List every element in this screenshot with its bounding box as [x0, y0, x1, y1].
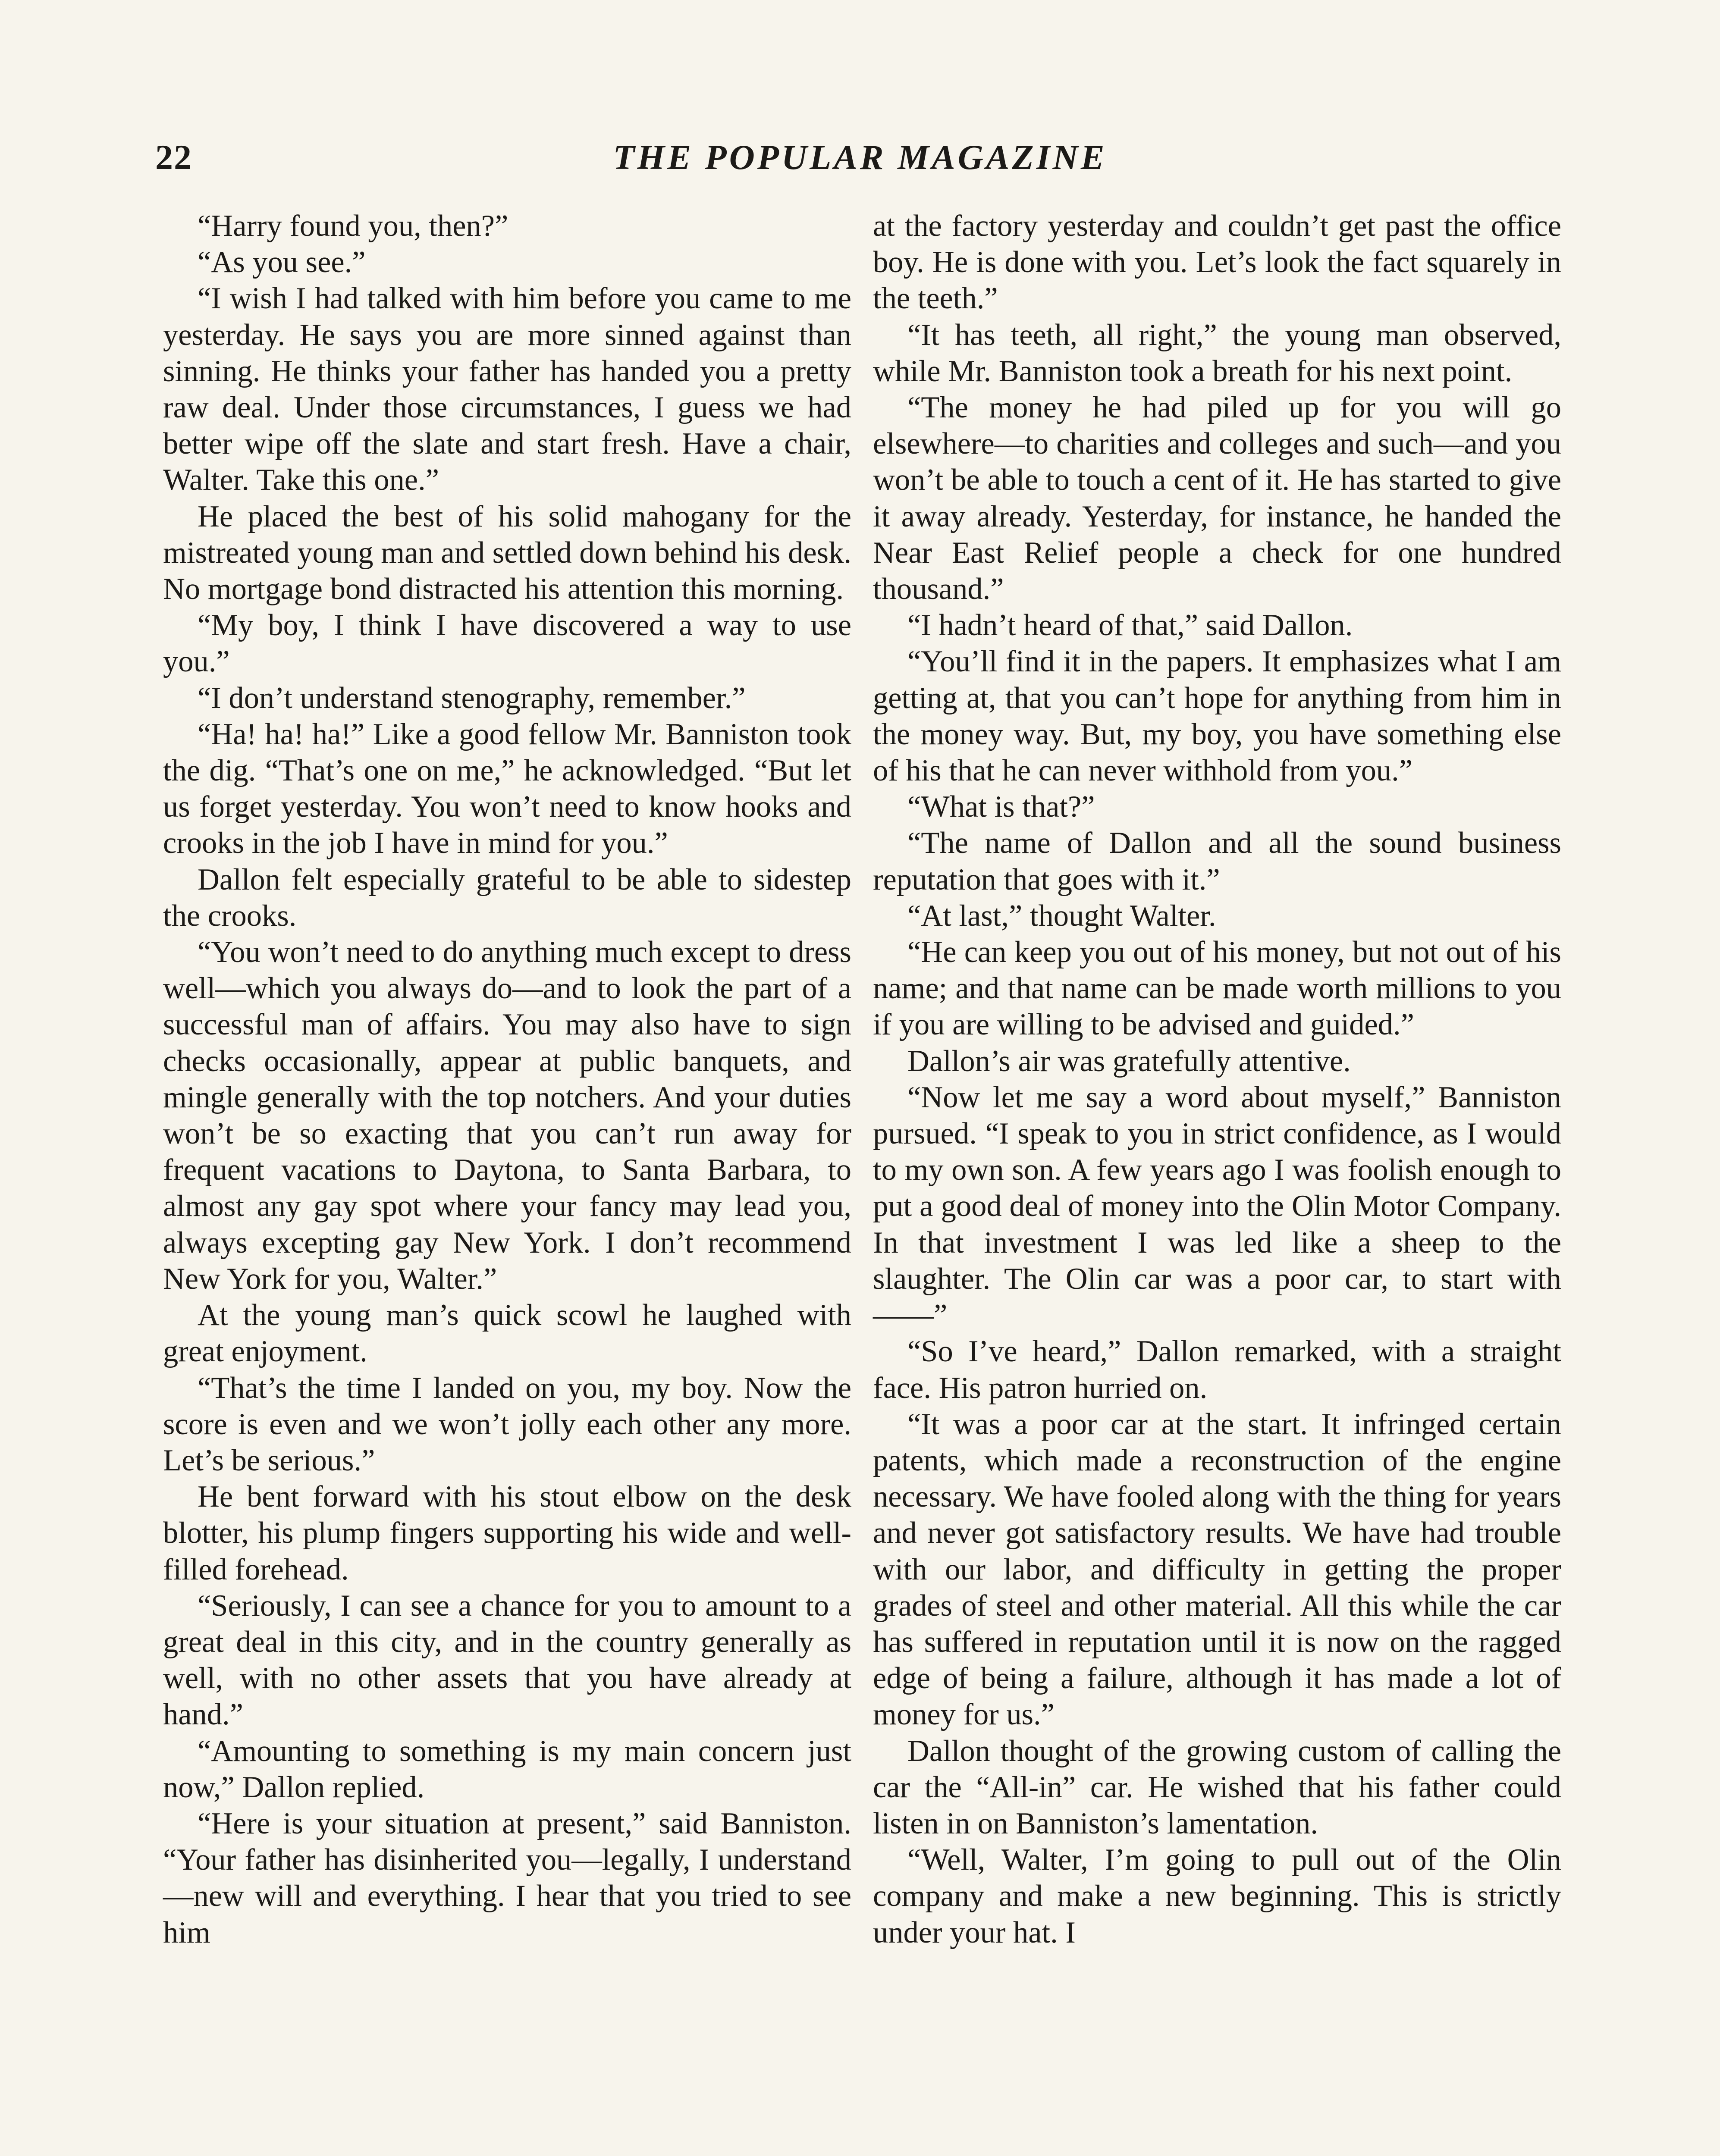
paragraph: “Well, Walter, I’m going to pull out of the Olin company and make a new beginning. This is strictly under your hat. I [873, 1843, 1561, 1949]
paragraph: Dallon’s air was gratefully attentive. [907, 1044, 1351, 1078]
paragraph: “The name of Dallon and all the sound business reputation that goes with it.” [873, 826, 1561, 896]
paragraph: “That’s the time I landed on you, my boy. Now the score is even and we won’t jolly each other any more. Let’s be serious.” [163, 1371, 851, 1477]
paragraph: “I wish I had talked with him before you came to me yesterday. He says you are more sinned against than sinning. He thinks your father has handed you a pretty raw deal. Under those circumstances, I guess we had better wipe off the slate and start fresh. Have a chair, Walter. Take this one.” [163, 282, 851, 497]
paragraph: “He can keep you out of his money, but not out of his name; and that name can be made worth millions to you if you are willing to be advised and guided.” [873, 935, 1561, 1042]
paragraph: “Harry found you, then?” [198, 209, 508, 243]
paragraph: He placed the best of his solid mahogany for the mistreated young man and settled down behind his desk. No mortgage bond distracted his attention this morning. [163, 499, 851, 606]
paragraph: “It has teeth, all right,” the young man observed, while Mr. Banniston took a breath for his next point. [873, 318, 1561, 388]
running-head: THE POPULAR MAGAZINE [613, 138, 1107, 177]
paragraph: “So I’ve heard,” Dallon remarked, with a straight face. His patron hurried on. [873, 1335, 1561, 1405]
paragraph: “You won’t need to do anything much except to dress well—which you always do—and to look the part of a successful man of affairs. You may also have to sign checks occasionally, appear at public banquets, and mingle generally with the top notchers. And your duties won’t be so exacting that you can’t run away for frequent vacations to Daytona, to Santa Barbara, to almost any gay spot where your fancy may lead you, always excepting gay New York. I don’t recommend New York for you, Walter.” [163, 935, 851, 1296]
paragraph: “Seriously, I can see a chance for you to amount to a great deal in this city, and in the country generally as well, with no other assets that you have already at hand.” [163, 1589, 851, 1732]
paragraph: “The money he had piled up for you will go elsewhere—to charities and colleges and such—and you won’t be able to touch a cent of it. He has started to give it away already. Yesterday, for instance, he handed the Near East Relief people a check for one hundred thousand.” [873, 391, 1561, 606]
left-column [163, 208, 851, 1951]
paragraph: “At last,” thought Walter. [907, 899, 1216, 933]
paragraph: “You’ll find it in the papers. It emphasizes what I am getting at, that you can’t hope for anything from him in the money way. But, my boy, you have something else of his that he can never withhold from you.” [873, 645, 1561, 788]
paragraph: “Ha! ha! ha!” Like a good fellow Mr. Banniston took the dig. “That’s one on me,” he acknowledged. “But let us forget yesterday. You won’t need to know hooks and crooks in the job I have in mind for you.” [163, 717, 851, 860]
paragraph: “As you see.” [198, 245, 366, 279]
paragraph: “Now let me say a word about myself,” Banniston pursued. “I speak to you in strict confidence, as I would to my own son. A few years ago I was foolish enough to put a good deal of money into the Olin Motor Company. In that investment I was led like a sheep to the slaughter. The Olin car was a poor car, to start with——” [873, 1080, 1561, 1332]
paragraph: “I don’t understand stenography, remember.” [198, 681, 746, 715]
paragraph: He bent forward with his stout elbow on the desk blotter, his plump fingers supporting his wide and well-filled forehead. [163, 1480, 851, 1586]
paragraph: At the young man’s quick scowl he laughed with great enjoyment. [163, 1298, 851, 1369]
paragraph: “My boy, I think I have discovered a way to use you.” [163, 608, 851, 679]
right-column [873, 208, 1561, 1951]
paragraph: “It was a poor car at the start. It infringed certain patents, which made a reconstruction of the engine necessary. We have fooled along with the thing for years and never got satisfactory results. We have had trouble with our labor, and difficulty in getting the proper grades of steel and other material. All this while the car has suffered in reputation until it is now on the ragged edge of being a failure, although it has made a lot of money for us.” [873, 1407, 1561, 1732]
paragraph: Dallon felt especially grateful to be able to sidestep the crooks. [163, 862, 851, 933]
paragraph: “Here is your situation at present,” said Banniston. “Your father has disinherited you—legally, I understand—new will and everything. I hear that you tried to see him [163, 1806, 851, 1949]
paragraph: “Amounting to something is my main concern just now,” Dallon replied. [163, 1734, 851, 1804]
paragraph: “What is that?” [907, 790, 1095, 824]
page-number: 22 [155, 138, 192, 177]
paragraph: “I hadn’t heard of that,” said Dallon. [907, 608, 1353, 642]
paragraph: Dallon thought of the growing custom of calling the car the “All-in” car. He wished that his father could listen in on Banniston’s lamentation. [873, 1734, 1561, 1840]
paragraph-continued: at the factory yesterday and couldn’t get past the office boy. He is done with you. Let’s look the fact squarely in the teeth.” [873, 209, 1561, 316]
